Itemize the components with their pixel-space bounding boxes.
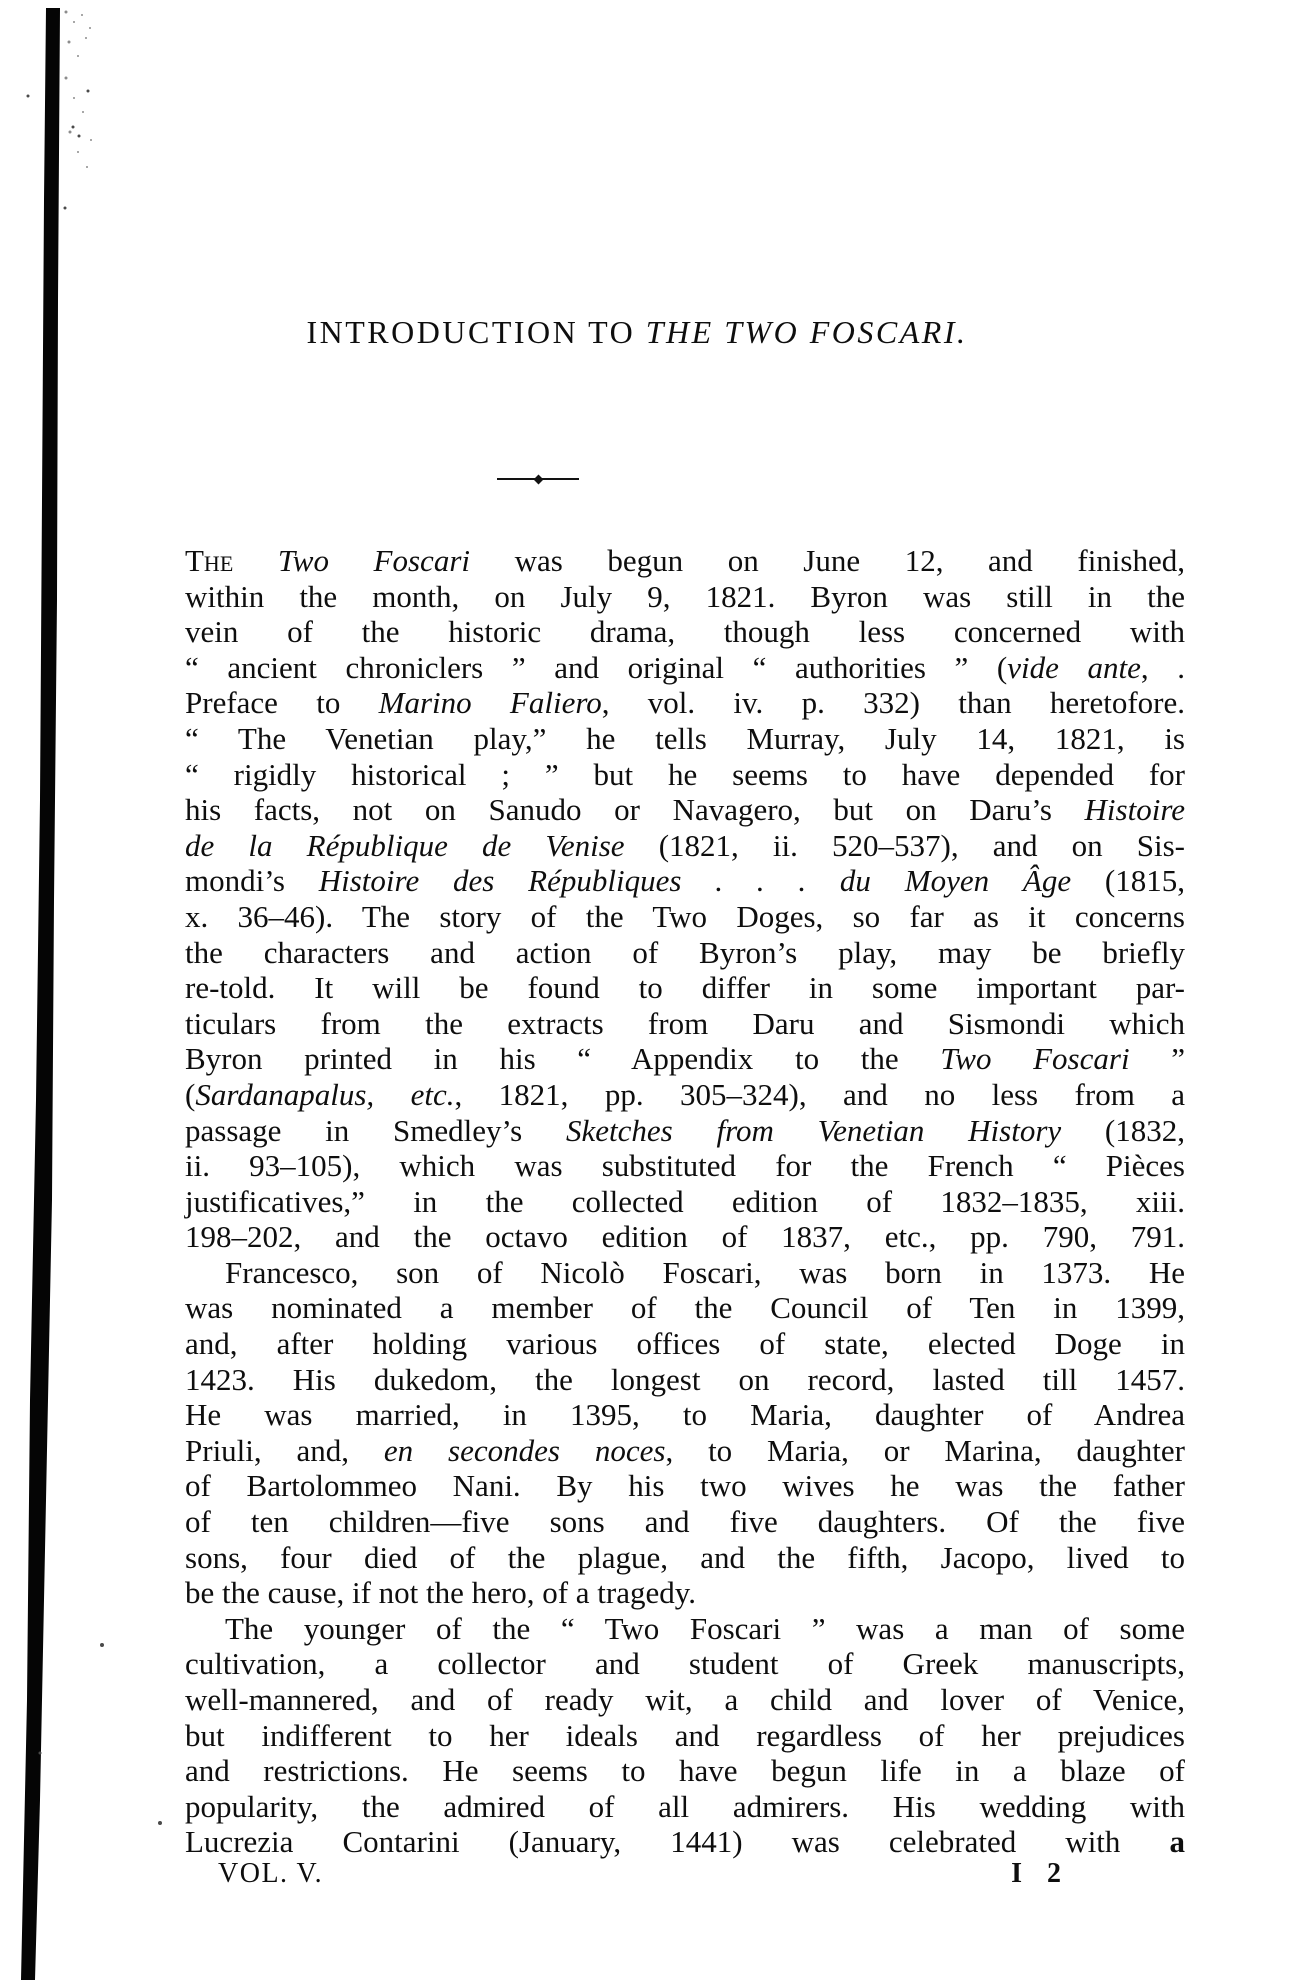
text-segment: (1815, — [1071, 863, 1186, 899]
text-line — [185, 1077, 1185, 1113]
text-line — [185, 1575, 1185, 1611]
text-segment: and, after holding various offices of state, elected Doge in — [185, 1326, 1185, 1362]
text-segment: within the month, on July 9, 1821. Byron was still in the — [185, 578, 1185, 614]
text-segment: Histoire — [1084, 792, 1185, 828]
text-segment: passage in Smedley’s — [185, 1112, 566, 1148]
text-segment: his facts, not on Sanudo or Navagero, but on Daru’s — [185, 792, 1085, 828]
text-segment: “ ancient chroniclers ” and original “ authorities ” ( — [185, 649, 1008, 685]
text-segment: , 1821, pp. 305–324), and no less from a — [454, 1076, 1185, 1112]
text-segment: Preface to — [185, 685, 379, 721]
text-segment: “ rigidly historical ; ” but he seems to have depended for — [185, 756, 1185, 792]
text-line — [185, 685, 1185, 721]
text-line — [185, 1148, 1185, 1184]
text-segment: x. 36–46). The story of the Two Doges, so far as it concerns — [185, 898, 1185, 934]
text-segment: was begun on June 12, and finished, — [470, 543, 1185, 578]
text-line — [185, 899, 1185, 935]
paragraph — [185, 543, 1185, 1255]
text-segment: the characters and action of Byron’s play, may be briefly — [185, 934, 1185, 970]
text-segment: and restrictions. He seems to have begun life in a blaze of — [185, 1753, 1185, 1789]
text-line — [185, 1006, 1185, 1042]
text-line — [185, 1397, 1185, 1433]
text-line — [185, 1184, 1185, 1220]
paragraph — [185, 1255, 1185, 1611]
text-line — [185, 1041, 1185, 1077]
text-segment: vein of the historic drama, though less concerned with — [185, 614, 1185, 650]
text-line — [185, 1504, 1185, 1540]
text-line — [185, 1433, 1185, 1469]
text-segment: of Bartolommeo Nani. By his two wives he was the father — [185, 1468, 1185, 1504]
text-line — [185, 1753, 1185, 1789]
signature-mark: I 2 — [1011, 1858, 1063, 1889]
text-segment: Histoire des Républiques . . . du Moyen Âge — [318, 863, 1072, 899]
text-line — [185, 1611, 1185, 1647]
text-line — [185, 792, 1185, 828]
title-roman: INTRODUCTION TO — [306, 314, 636, 350]
text-segment: Francesco, son of Nicolò Foscari, was born in 1373. He — [225, 1254, 1185, 1290]
page-title — [137, 314, 1137, 351]
text-line — [185, 1824, 1185, 1860]
text-line — [185, 650, 1185, 686]
text-line — [185, 757, 1185, 793]
text-segment: Priuli, and, — [185, 1432, 384, 1468]
text-segment: ticulars from the extracts from Daru and Sismondi which — [185, 1005, 1185, 1041]
text-line — [185, 1362, 1185, 1398]
text-segment: (1832, — [1061, 1112, 1185, 1148]
text-line — [185, 1219, 1185, 1255]
text-segment: Byron printed in his “ Appendix to the — [185, 1041, 941, 1077]
text-segment: The younger of the “ Two Foscari ” was a man of some — [225, 1610, 1185, 1646]
text-line — [185, 1646, 1185, 1682]
text-segment: ii. 93–105), which was substituted for the French “ Pièces — [185, 1148, 1185, 1184]
text-segment: well-mannered, and of ready wit, a child and lover of Venice, — [185, 1682, 1185, 1717]
text-line — [185, 1682, 1185, 1718]
paragraph — [185, 1611, 1185, 1860]
text-line — [185, 1326, 1185, 1362]
text-segment: ” — [1129, 1041, 1185, 1077]
body-text — [185, 543, 1185, 1860]
text-segment: a — [1169, 1824, 1185, 1860]
text-segment: Two Foscari — [277, 543, 470, 578]
text-segment: was nominated a member of the Council of Ten in 1399, — [185, 1290, 1185, 1326]
text-segment: Sketches from Venetian History — [565, 1112, 1062, 1148]
text-segment: Two Foscari — [940, 1041, 1130, 1077]
text-segment — [233, 543, 278, 578]
text-segment: popularity, the admired of all admirers. His wedding with — [185, 1788, 1185, 1824]
text-line — [185, 935, 1185, 971]
text-line — [185, 970, 1185, 1006]
text-segment: 198–202, and the octavo edition of 1837, etc., pp. 790, 791. — [185, 1219, 1185, 1255]
text-segment: ( — [185, 1076, 196, 1112]
text-line — [185, 614, 1185, 650]
text-line — [185, 863, 1185, 899]
text-segment: re-told. It will be found to differ in some important par- — [185, 970, 1185, 1006]
text-line — [185, 1113, 1185, 1149]
text-line — [185, 579, 1185, 615]
title-italic: THE TWO FOSCARI. — [635, 314, 968, 350]
text-segment: en secondes noces — [383, 1432, 666, 1468]
text-line — [185, 721, 1185, 757]
text-line — [185, 828, 1185, 864]
text-segment: , . — [1140, 649, 1185, 685]
text-segment: vide ante — [1007, 649, 1141, 685]
text-line — [185, 1255, 1185, 1291]
text-segment: He was married, in 1395, to Maria, daughter of Andrea — [185, 1397, 1185, 1433]
section-divider — [497, 474, 579, 484]
text-line — [185, 543, 1185, 579]
text-segment: mondi’s — [185, 863, 319, 899]
text-segment: “ The Venetian play,” he tells Murray, July 14, 1821, is — [185, 720, 1185, 756]
text-line — [185, 1540, 1185, 1576]
divider-diamond — [533, 474, 543, 484]
volume-label: VOL. V. — [218, 1858, 324, 1889]
text-segment: of ten children—five sons and five daughters. Of the five — [185, 1504, 1185, 1540]
text-segment: de la République de Venise — [185, 827, 625, 863]
page-footer — [185, 1858, 1185, 1890]
text-line — [185, 1468, 1185, 1504]
text-segment: , to Maria, or Marina, daughter — [665, 1432, 1185, 1468]
text-segment: cultivation, a collector and student of Greek manuscripts, — [185, 1646, 1185, 1682]
text-segment: be the cause, if not the hero, of a tragedy. — [185, 1575, 697, 1611]
text-segment: 1423. His dukedom, the longest on record, lasted till 1457. — [185, 1361, 1185, 1397]
text-line — [185, 1290, 1185, 1326]
text-segment: justificatives,” in the collected edition of 1832–1835, xiii. — [185, 1183, 1185, 1219]
text-segment: but indifferent to her ideals and regardless of her prejudices — [185, 1717, 1185, 1753]
text-segment: Lucrezia Contarini (January, 1441) was celebrated with — [185, 1824, 1170, 1860]
text-segment: Marino Faliero — [378, 685, 602, 721]
text-line — [185, 1789, 1185, 1825]
text-segment: (1821, ii. 520–537), and on Sis- — [624, 827, 1186, 863]
text-segment: Sardanapalus, etc. — [195, 1076, 455, 1112]
scan-noise-speckles — [65, 11, 93, 169]
text-segment: The — [185, 543, 234, 578]
binding-edge-band — [21, 8, 60, 1980]
text-segment: , vol. iv. p. 332) than heretofore. — [601, 685, 1185, 721]
divider-rule-left — [497, 478, 536, 480]
divider-rule-right — [541, 478, 580, 480]
text-line — [185, 1718, 1185, 1754]
text-segment: sons, four died of the plague, and the fifth, Jacopo, lived to — [185, 1539, 1185, 1575]
